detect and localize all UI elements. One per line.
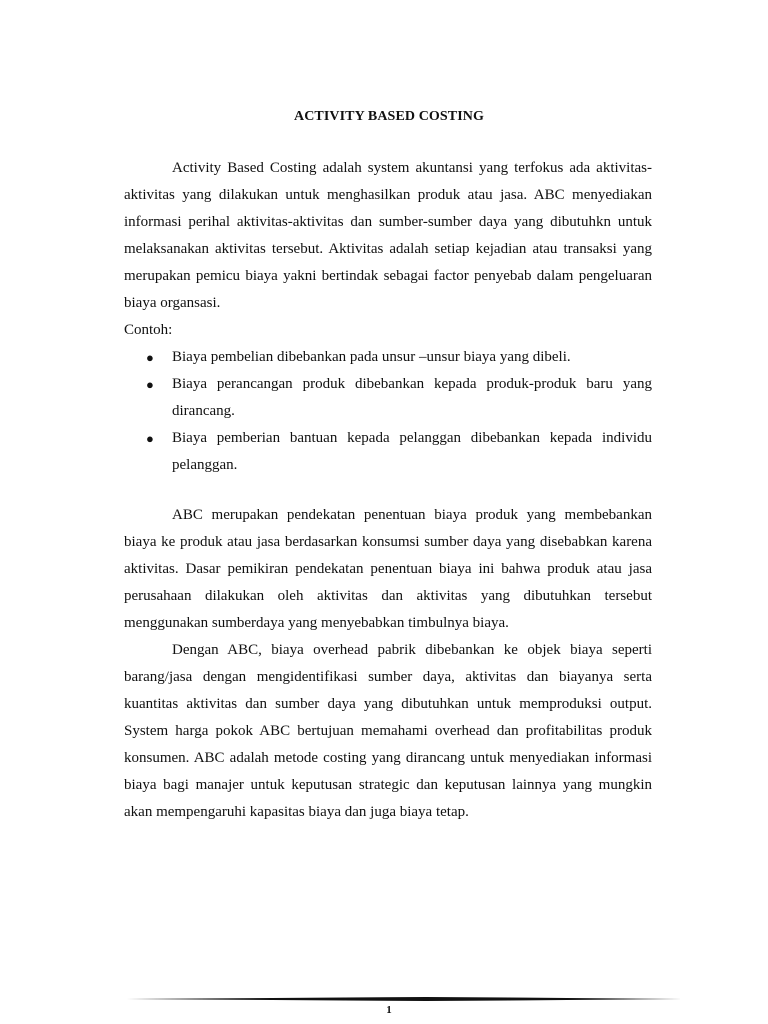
bullet-icon: ● [146,431,154,446]
examples-list [124,344,652,479]
list-item-text: Biaya perancangan produk dibebankan kepada produk-produk baru yang dirancang. [172,376,652,419]
bullet-icon: ● [146,350,154,365]
list-item [124,371,652,425]
list-item [124,425,652,479]
page-number: 1 [386,1004,392,1016]
paragraph-gap [124,479,652,502]
document-title: ACTIVITY BASED COSTING [294,109,484,124]
paragraph-intro: Activity Based Costing adalah system akuntansi yang terfokus ada aktivitas-aktivitas yang dilakukan untuk menghasilkan produk atau jasa. ABC menyediakan informasi perihal aktivitas-aktivitas dan sumber-sumber daya yang dibutuhkn untuk melaksanakan aktivitas tersebut. Aktivitas adalah setiap kejadian atau transaksi yang merupakan pemicu biaya yakni bertindak sebagai factor penyebab dalam pengeluaran biaya organsasi. [124,160,652,311]
list-item-text: Biaya pemberian bantuan kepada pelanggan dibebankan kepada individu pelanggan. [172,430,652,473]
list-item [124,344,652,371]
footer-divider [126,997,682,1001]
paragraph-abc-overhead: Dengan ABC, biaya overhead pabrik dibebankan ke objek biaya seperti barang/jasa dengan mengidentifikasi sumber daya, aktivitas dan biayanya serta kuantitas aktivitas dan sumber daya yang dibutuhkan untuk memproduksi output. System harga pokok ABC bertujuan memahami overhead dan profitabilitas produk konsumen. ABC adalah metode costing yang dirancang untuk menyediakan informasi biaya bagi manajer untuk keputusan strategic dan keputusan lainnya yang mungkin akan mempengaruhi kapasitas biaya dan juga biaya tetap. [124,642,652,820]
bullet-icon: ● [146,377,154,392]
document-body [124,155,652,826]
examples-label: Contoh: [124,322,173,338]
paragraph-abc-approach: ABC merupakan pendekatan penentuan biaya produk yang membebankan biaya ke produk atau jasa berdasarkan konsumsi sumber daya yang disebabkan karena aktivitas. Dasar pemikiran pendekatan penentuan biaya ini bahwa produk atau jasa perusahaan dilakukan oleh aktivitas dan aktivitas yang dibutuhkan tersebut menggunakan sumberdaya yang menyebabkan timbulnya biaya. [124,507,652,631]
list-item-text: Biaya pembelian dibebankan pada unsur –unsur biaya yang dibeli. [172,349,571,365]
